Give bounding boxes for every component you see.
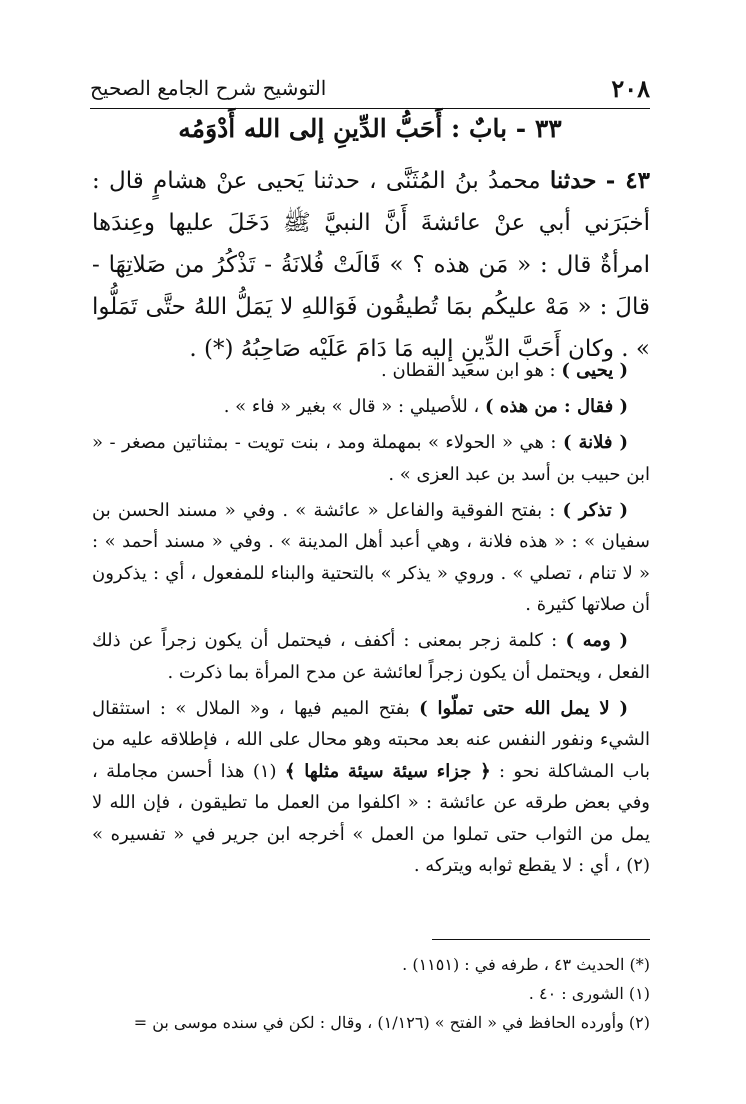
footnote: (١) الشورى : ٤٠ . (528, 984, 650, 1003)
note-term: ( ومه ) (565, 630, 628, 651)
hadith-number: ٤٣ - (605, 167, 650, 194)
page-header (90, 72, 650, 109)
note-text: ، للأصيلي : « قال » بغير « فاء » . (223, 396, 480, 417)
page-number: ٢٠٨ (611, 74, 650, 103)
footnote: (*) الحديث ٤٣ ، طرفه في : (١١٥١) . (402, 955, 650, 974)
note-term: ( فلانة ) (562, 432, 628, 453)
note-text: : كلمة زجر بمعنى : أكفف ، فيحتمل أن يكون زجراً عن ذلك الفعل ، ويحتمل أن يكون زجراً لعائشة عن مدح المرأة بما ذكرت . (92, 630, 650, 683)
note-text: : هو ابن سعيد القطان . (381, 360, 556, 381)
commentary (92, 355, 650, 886)
note-text: : بفتح الفوقية والفاعل « عائشة » . وفي « مسند الحسن بن سفيان » : « هذه فلانة ، وهي أعبد أهل المدينة » . وفي « مسند أحمد » : « لا تنام ، تصلي » . وروي « يذكر » بالتحتية والبناء للمفعول ، أي : يذكرون أن صلاتها كثيرة . (92, 499, 650, 615)
note-term: ( لا يمل الله حتى تملّوا ) (419, 697, 628, 719)
note-term: ( تذكر ) (562, 499, 628, 521)
note-term: ( فقال : من هذه ) (485, 396, 628, 417)
note-paragraph (92, 355, 650, 387)
footnotes (92, 950, 650, 1037)
note-paragraph (92, 427, 650, 490)
chapter-title: ٣٣ - بابٌ : أَحَبُّ الدِّينِ إلى الله أَدْوَمُه (178, 114, 562, 143)
hadith-lead: حدثنا (549, 167, 597, 194)
note-text: بفتح الميم فيها ، و« الملال » : استثقال الشيء ونفور النفس عنه بعد محبته وهو محال على الله ، فإطلاقه عليه من باب المشاكلة نحو : (92, 697, 650, 782)
hadith-body: محمدُ بنُ المُثَنَّى ، حدثنا يَحيى عنْ هشامٍ قال : أخبَرَني أبي عنْ عائشةَ أَنَّ النبيَّ ﷺ دَخَلَ عليها وعِندَها امرأةٌ قال : « مَن هذه ؟ » قَالَتْ فُلانَةُ - تَذْكُرُ من صَلاتِهَا - قالَ : « مَهْ عليكُم بمَا تُطيقُون فَوَاللهِ لا يَمَلُّ اللهُ حتَّى تَمَلُّوا » . وكان أَحَبَّ الدِّينِ إليه مَا دَامَ عَلَيْه صَاحِبُهُ (*) . (92, 168, 650, 362)
note-paragraph (92, 625, 650, 688)
note-paragraph (92, 495, 650, 621)
note-text-continued: (١) هذا أحسن مجاملة ، وفي بعض طرقه عن عائشة : « اكلفوا من العمل ما تطيقون ، فإن الله لا يمل من الثواب حتى تملوا من العمل » أخرجه ابن جرير في « تفسيره » (٢) ، أي : لا يقطع ثوابه ويتركه . (92, 760, 650, 876)
note-term: ( يحيى ) (561, 360, 628, 381)
running-title: التوشيح شرح الجامع الصحيح (90, 76, 327, 100)
hadith-text (92, 160, 650, 370)
note-paragraph (92, 693, 650, 882)
footnote-separator (432, 939, 650, 940)
note-text: : هي « الحولاء » بمهملة ومد ، بنت تويت - بمثناتين مصغر - « ابن حبيب بن أسد بن عبد العزى » . (92, 432, 650, 485)
footnote: (٢) وأورده الحافظ في « الفتح » (١/١٢٦) ، وقال : لكن في سنده موسى بن = (133, 1013, 650, 1032)
quran-quote: ﴿ جزاء سيئة سيئة مثلها ﴾ (284, 760, 491, 782)
note-paragraph (92, 391, 650, 423)
